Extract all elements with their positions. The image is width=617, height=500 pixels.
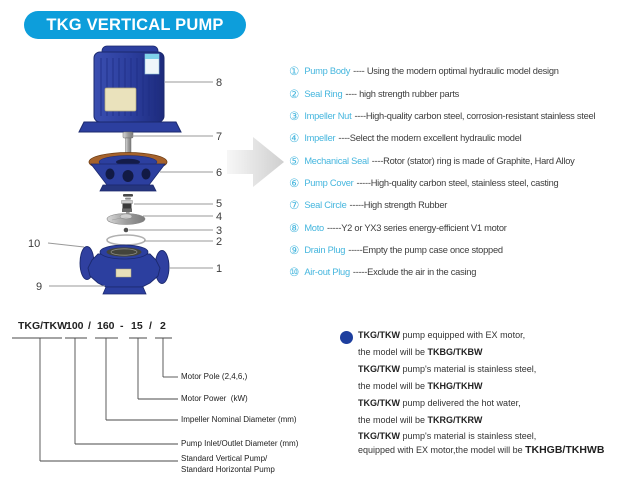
part-name: Air-out Plug (304, 267, 350, 278)
callout-number: 5 (216, 198, 223, 210)
part-description: -----Y2 or YX3 series energy-efficient V1 motor (326, 222, 507, 233)
part-name: Seal Ring (304, 88, 343, 99)
callout-number: 4 (216, 211, 223, 223)
part-description: -----High-quality carbon steel, stainless steel, casting (356, 177, 559, 188)
model-code-connector-lines (0, 335, 320, 475)
list-item (289, 172, 595, 194)
circled-number-icon: ① (289, 66, 300, 79)
bullet-dot-icon (340, 331, 353, 344)
list-item (289, 194, 595, 216)
note-line: the model will be TKRG/TKRW (358, 415, 483, 425)
circled-number-icon: ⑦ (289, 200, 300, 213)
list-item (289, 82, 595, 104)
model-code-pole: 2 (160, 320, 166, 332)
right-arrow-icon (227, 136, 285, 188)
note-line: equipped with EX motor,the model will be TKHGB/TKHWB (358, 444, 605, 456)
part-name: Seal Circle (304, 200, 347, 211)
pump-body-illustration (80, 245, 169, 294)
part-description: ----High-quality carbon steel, corrosion-resistant stainless steel (354, 110, 596, 121)
part-description: -----High strength Rubber (349, 200, 448, 211)
callout-number: 8 (216, 77, 223, 89)
note-line: TKG/TKW pump's material is stainless steel, (358, 364, 537, 374)
part-description: ---- Using the modern optimal hydraulic model design (353, 66, 559, 77)
part-name: Pump Cover (304, 177, 354, 188)
callout-number: 6 (216, 167, 223, 179)
washer-stack-illustration (123, 194, 133, 200)
impeller-illustration (107, 212, 145, 225)
page-title-banner (24, 11, 246, 39)
model-code-inlet: 100 (66, 320, 84, 332)
model-code-power: 15 (131, 320, 143, 332)
list-item (289, 60, 595, 82)
mechanical-seal-illustration (122, 201, 133, 213)
circled-number-icon: ⑨ (289, 244, 300, 257)
part-description: -----Empty the pump case once stopped (348, 244, 503, 255)
part-description: -----Exclude the air in the casing (352, 267, 477, 278)
callout-number: 9 (36, 281, 43, 293)
note-line: TKG/TKW pump's material is stainless steel, (358, 431, 537, 441)
note-line: TKG/TKW pump delivered the hot water, (358, 398, 521, 408)
model-code-series: TKG/TKW (18, 320, 67, 332)
part-name: Moto (304, 222, 324, 233)
pump-body-label-plate (116, 269, 131, 277)
part-name: Impeller (304, 133, 336, 144)
list-item (289, 216, 595, 238)
model-label-series-line2: Standard Horizontal Pump (181, 465, 275, 474)
page-title: TKG VERTICAL PUMP (46, 15, 224, 34)
list-item (289, 239, 595, 261)
list-item (289, 261, 595, 283)
part-description: ---- high strength rubber parts (345, 88, 460, 99)
circled-number-icon: ⑧ (289, 222, 300, 235)
list-item (289, 149, 595, 171)
motor-nameplate (105, 88, 136, 111)
circled-number-icon: ⑥ (289, 177, 300, 190)
callout-number: 1 (216, 263, 223, 275)
model-label-motor-pole: Motor Pole (2,4,6,) (181, 372, 248, 381)
circled-number-icon: ⑩ (289, 267, 300, 280)
callout-number: 7 (216, 131, 223, 143)
circled-number-icon: ④ (289, 133, 300, 146)
model-code-separator: / (149, 320, 152, 332)
callout-number: 2 (216, 236, 223, 248)
callout-number: 10 (28, 238, 41, 250)
list-item (289, 127, 595, 149)
model-code-impeller: 160 (97, 320, 115, 332)
circled-number-icon: ⑤ (289, 155, 300, 168)
impeller-nut-illustration (124, 228, 129, 233)
part-description: ----Rotor (stator) ring is made of Graphite, Hard Alloy (371, 155, 575, 166)
part-name: Drain Plug (304, 244, 346, 255)
part-name: Pump Body (304, 66, 351, 77)
model-code-separator: / (88, 320, 91, 332)
part-name: Mechanical Seal (304, 155, 369, 166)
seal-ring-illustration (107, 235, 145, 245)
circled-number-icon: ② (289, 88, 300, 101)
note-line: the model will be TKBG/TKBW (358, 347, 483, 357)
motor-illustration (79, 46, 181, 132)
model-label-impeller-diameter: Impeller Nominal Diameter (mm) (181, 415, 297, 424)
motor-stand-illustration (89, 153, 167, 192)
part-description: ----Select the modern excellent hydraulic model (338, 133, 522, 144)
model-label-series-line1: Standard Vertical Pump/ (181, 454, 268, 463)
model-code-separator: - (120, 320, 124, 332)
list-item (289, 105, 595, 127)
part-name: Impeller Nut (304, 110, 352, 121)
circled-number-icon: ③ (289, 110, 300, 123)
note-line: the model will be TKHG/TKHW (358, 381, 483, 391)
note-line: TKG/TKW pump equipped with EX motor, (358, 330, 526, 340)
model-label-inlet-diameter: Pump Inlet/Outlet Diameter (mm) (181, 439, 299, 448)
model-label-motor-power: Motor Power (kW) (181, 394, 248, 403)
parts-list (289, 60, 595, 283)
callout-number: 3 (216, 225, 223, 237)
